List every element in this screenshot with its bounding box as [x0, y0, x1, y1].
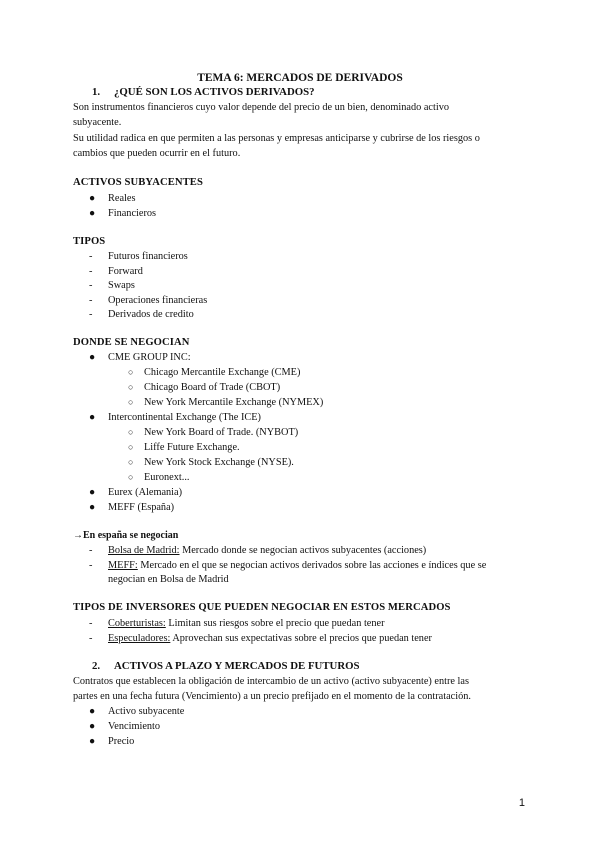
dash-icon: - — [89, 560, 93, 571]
list-item — [89, 207, 156, 220]
section-2-number: 2. — [92, 660, 101, 672]
term-especuladores: Especuladores: — [108, 633, 171, 644]
paragraph-line: partes en una fecha futura (Vencimiento) a un precio prefijado en el momento de la contratación. — [73, 691, 471, 702]
sub-list-item — [128, 426, 298, 439]
dash-icon: - — [89, 266, 93, 277]
bullet-icon: ● — [89, 412, 96, 423]
list-item-text: Aprovechan sus expectativas sobre el precios que puedan tener — [170, 633, 432, 644]
section-heading-tipos: TIPOS — [73, 236, 106, 247]
bullet-icon: ● — [89, 502, 96, 513]
list-item-text: Vencimiento — [108, 721, 161, 732]
list-item-text: Eurex (Alemania) — [108, 487, 183, 498]
sub-list-item — [128, 381, 280, 394]
bullet-icon: ● — [89, 352, 96, 363]
page-number: 1 — [518, 797, 525, 809]
list-item — [89, 486, 182, 499]
circle-icon: ○ — [128, 472, 134, 482]
list-item-text: Liffe Future Exchange. — [144, 442, 240, 453]
section-2-heading — [92, 660, 360, 672]
paragraph-line: Su utilidad radica en que permiten a las personas y empresas anticiparse y cubrirse de los riesgos o — [73, 133, 480, 144]
list-item-text: Mercado en el que se negocian activos derivados sobre las acciones e índices que se — [137, 560, 487, 571]
bullet-icon: ● — [89, 208, 96, 219]
section-heading-donde: DONDE SE NEGOCIAN — [73, 337, 190, 348]
list-item — [89, 411, 261, 424]
bullet-icon: ● — [89, 193, 96, 204]
circle-icon: ○ — [128, 442, 134, 452]
sub-list-item — [128, 456, 294, 469]
circle-icon: ○ — [128, 457, 134, 467]
section-1-heading — [92, 86, 315, 98]
section-2-title: ACTIVOS A PLAZO Y MERCADOS DE FUTUROS — [114, 660, 360, 672]
list-item — [89, 735, 134, 748]
list-item — [89, 250, 188, 263]
sub-list-item — [128, 471, 189, 484]
paragraph-line: Contratos que establecen la obligación de intercambio de un activo (activo subyacente) entre las — [73, 676, 469, 687]
dash-icon: - — [89, 545, 93, 556]
section-1-title: ¿QUÉ SON LOS ACTIVOS DERIVADOS? — [114, 86, 315, 98]
bullet-icon: ● — [89, 487, 96, 498]
list-item — [89, 501, 174, 514]
list-item — [89, 720, 160, 733]
dash-icon: - — [89, 309, 93, 320]
list-item — [89, 632, 432, 645]
list-item — [89, 294, 207, 307]
dash-icon: - — [89, 251, 93, 262]
list-item-text: Precio — [108, 736, 135, 747]
sub-list-item — [128, 366, 300, 379]
circle-icon: ○ — [128, 382, 134, 392]
list-item-text: Chicago Board of Trade (CBOT) — [144, 382, 281, 393]
paragraph-line: Son instrumentos financieros cuyo valor depende del precio de un bien, denominado activo — [73, 102, 450, 113]
list-item-text: MEFF (España) — [108, 502, 175, 513]
section-heading-inversores: TIPOS DE INVERSORES QUE PUEDEN NEGOCIAR EN ESTOS MERCADOS — [73, 602, 451, 613]
list-item-text: Futuros financieros — [108, 251, 188, 262]
dash-icon: - — [89, 280, 93, 291]
paragraph-line: subyacente. — [73, 117, 122, 128]
list-item-text: Financieros — [108, 208, 157, 219]
list-item-text: CME GROUP INC: — [108, 352, 191, 363]
dash-icon: - — [89, 295, 93, 306]
list-item — [89, 544, 426, 557]
paragraph-line: cambios que pueden ocurrir en el futuro. — [73, 148, 241, 159]
list-item-text: Intercontinental Exchange (The ICE) — [108, 412, 261, 423]
list-item — [89, 265, 143, 278]
term-bolsa: Bolsa de Madrid: — [108, 545, 180, 556]
list-item-text: Forward — [108, 266, 143, 277]
bullet-icon: ● — [89, 706, 96, 717]
document-title: TEMA 6: MERCADOS DE DERIVADOS — [197, 72, 403, 84]
list-item — [89, 559, 486, 572]
dash-icon: - — [89, 618, 93, 629]
list-item — [89, 192, 135, 205]
list-item-text: New York Board of Trade. (NYBOT) — [144, 427, 299, 438]
list-item-text: Derivados de credito — [108, 309, 194, 320]
list-item-text: New York Mercantile Exchange (NYMEX) — [144, 397, 324, 408]
list-item-text: Mercado donde se negocian activos subyacentes (acciones) — [179, 545, 427, 556]
dash-icon: - — [89, 633, 93, 644]
bullet-icon: ● — [89, 736, 96, 747]
list-item-text: Operaciones financieras — [108, 295, 208, 306]
term-coberturistas: Coberturistas: — [108, 618, 166, 629]
list-item — [89, 705, 184, 718]
circle-icon: ○ — [128, 367, 134, 377]
list-item-text: Euronext... — [144, 472, 190, 483]
circle-icon: ○ — [128, 397, 134, 407]
list-item-continuation: negocian en Bolsa de Madrid — [108, 574, 229, 585]
term-meff: MEFF: — [108, 560, 138, 571]
list-item-text: New York Stock Exchange (NYSE). — [144, 457, 294, 468]
circle-icon: ○ — [128, 427, 134, 437]
list-item-text: Reales — [108, 193, 136, 204]
list-item — [89, 617, 385, 630]
list-item-text: Activo subyacente — [108, 706, 185, 717]
sub-list-item — [128, 396, 323, 409]
list-item — [89, 308, 194, 321]
section-1-number: 1. — [92, 86, 101, 98]
list-item — [89, 351, 191, 364]
list-item-text: Swaps — [108, 280, 135, 291]
list-item-text: Limitan sus riesgos sobre el precio que puedan tener — [165, 618, 385, 629]
section-heading-espana: →En españa se negocian — [73, 530, 179, 541]
bullet-icon: ● — [89, 721, 96, 732]
section-heading-activos: ACTIVOS SUBYACENTES — [73, 177, 203, 188]
sub-list-item — [128, 441, 240, 454]
list-item — [89, 279, 135, 292]
list-item-text: Chicago Mercantile Exchange (CME) — [144, 367, 301, 378]
